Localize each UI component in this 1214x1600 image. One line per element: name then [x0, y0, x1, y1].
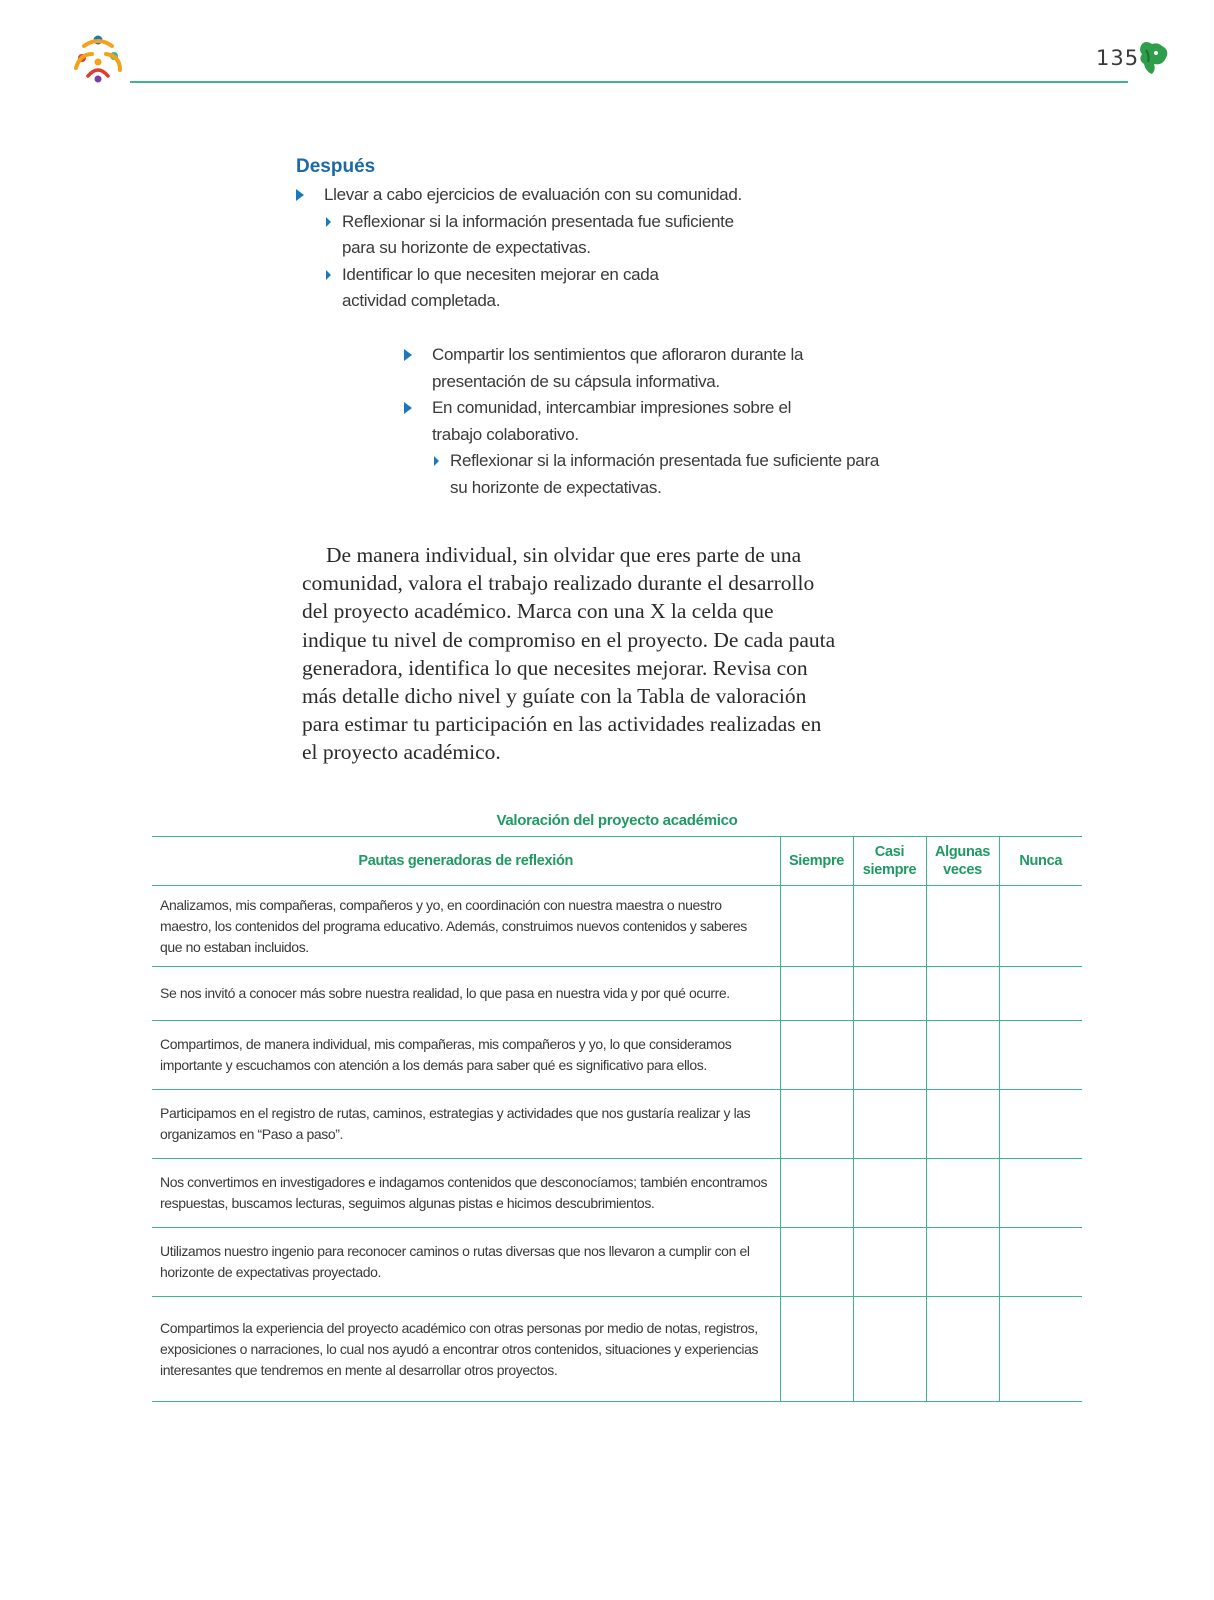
- check-cell-casi-siempre[interactable]: [853, 886, 926, 967]
- pauta-cell: Compartimos, de manera individual, mis compañeras, mis compañeros y yo, lo que consideramos importante y escuchamos con atención a los demás para saber qué es significativo para ellos.: [152, 1021, 780, 1090]
- section-heading-despues: Después: [296, 156, 376, 177]
- pauta-cell: Utilizamos nuestro ingenio para reconocer caminos o rutas diversas que nos llevaron a cumplir con el horizonte de expectativas proyectado.: [152, 1228, 780, 1297]
- check-cell-casi-siempre[interactable]: [853, 1021, 926, 1090]
- check-cell-siempre[interactable]: [780, 1159, 853, 1228]
- table-row: [152, 1228, 1082, 1297]
- green-mascot-icon: [1136, 40, 1170, 76]
- list-item-text: Reflexionar si la información presentada fue suficiente para su horizonte de expectativas.: [450, 451, 879, 497]
- table-row: [152, 886, 1082, 967]
- small-bullet-icon: [434, 456, 439, 466]
- pauta-cell: Analizamos, mis compañeras, compañeros y yo, en coordinación con nuestra maestra o nuestro maestro, los contenidos del programa educativo. Además, construimos nuevos contenidos y saberes que no estaban incluidos.: [152, 886, 780, 967]
- header-rule: [130, 81, 1128, 83]
- check-cell-casi-siempre[interactable]: [853, 1297, 926, 1402]
- check-cell-algunas-veces[interactable]: [926, 1228, 999, 1297]
- despues-list: [296, 182, 766, 315]
- list-item: [404, 342, 812, 395]
- check-cell-casi-siempre[interactable]: [853, 1090, 926, 1159]
- check-cell-nunca[interactable]: [999, 1297, 1082, 1402]
- check-cell-algunas-veces[interactable]: [926, 886, 999, 967]
- small-bullet-icon: [326, 270, 331, 280]
- list-item: [296, 182, 766, 209]
- column-header-nunca: Nunca: [999, 837, 1082, 886]
- list-item-text: En comunidad, intercambiar impresiones sobre el trabajo colaborativo.: [432, 398, 792, 444]
- check-cell-casi-siempre[interactable]: [853, 1159, 926, 1228]
- list-item-text: Llevar a cabo ejercicios de evaluación con su comunidad.: [324, 185, 742, 204]
- check-cell-siempre[interactable]: [780, 967, 853, 1021]
- pauta-cell: Participamos en el registro de rutas, caminos, estrategias y actividades que nos gustaría realizar y las organizamos en “Paso a paso”.: [152, 1090, 780, 1159]
- list-item: [296, 262, 692, 315]
- page-number: 135: [1096, 46, 1140, 70]
- table-row: [152, 967, 1082, 1021]
- check-cell-algunas-veces[interactable]: [926, 967, 999, 1021]
- pauta-cell: Se nos invitó a conocer más sobre nuestra realidad, lo que pasa en nuestra vida y por qué ocurre.: [152, 967, 780, 1021]
- column-header-pautas: Pautas generadoras de reflexión: [152, 837, 780, 886]
- triangle-bullet-icon: [404, 349, 412, 361]
- list-item: [404, 448, 880, 501]
- table-title: Valoración del proyecto académico: [496, 812, 738, 829]
- despues-list-b: [404, 342, 884, 501]
- pauta-cell: Nos convertimos en investigadores e indagamos contenidos que desconocíamos; también encontramos respuestas, buscamos lecturas, seguimos algunas pistas e hicimos descubrimientos.: [152, 1159, 780, 1228]
- triangle-bullet-icon: [296, 189, 304, 201]
- triangle-bullet-icon: [404, 402, 412, 414]
- check-cell-algunas-veces[interactable]: [926, 1159, 999, 1228]
- check-cell-siempre[interactable]: [780, 886, 853, 967]
- list-item-text: Compartir los sentimientos que afloraron durante la presentación de su cápsula informativa.: [432, 345, 804, 391]
- check-cell-siempre[interactable]: [780, 1297, 853, 1402]
- check-cell-nunca[interactable]: [999, 886, 1082, 967]
- list-item: [296, 209, 762, 262]
- table-row: [152, 1090, 1082, 1159]
- evaluation-table: [152, 836, 1082, 1402]
- check-cell-algunas-veces[interactable]: [926, 1297, 999, 1402]
- column-header-siempre: Siempre: [780, 837, 853, 886]
- check-cell-siempre[interactable]: [780, 1090, 853, 1159]
- pauta-cell: Compartimos la experiencia del proyecto académico con otras personas por medio de notas, registros, exposiciones o narraciones, lo cual nos ayudó a encontrar otros contenidos, situaciones y experiencias interesantes que tendremos en mente al desarrollar otros proyectos.: [152, 1297, 780, 1402]
- list-item-text: Identificar lo que necesiten mejorar en cada actividad completada.: [342, 264, 659, 310]
- table-header-row: [152, 837, 1082, 886]
- check-cell-casi-siempre[interactable]: [853, 1228, 926, 1297]
- list-item: [404, 395, 792, 448]
- table-row: [152, 1159, 1082, 1228]
- check-cell-nunca[interactable]: [999, 1228, 1082, 1297]
- check-cell-siempre[interactable]: [780, 1228, 853, 1297]
- instruction-paragraph: De manera individual, sin olvidar que eres parte de una comunidad, valora el trabajo realizado durante el desarrollo del proyecto académico. Marca con una X la celda que indique tu nivel de compromiso en el proyecto. De cada pauta generadora, identifica lo que necesites mejorar. Revisa con más detalle dicho nivel y guíate con la Tabla de valoración para estimar tu participación en las actividades realizadas en el proyecto académico.: [302, 543, 836, 765]
- check-cell-algunas-veces[interactable]: [926, 1090, 999, 1159]
- column-header-casi-siempre: Casi siempre: [853, 837, 926, 886]
- table-row: [152, 1021, 1082, 1090]
- check-cell-siempre[interactable]: [780, 1021, 853, 1090]
- table-row: [152, 1297, 1082, 1402]
- check-cell-casi-siempre[interactable]: [853, 967, 926, 1021]
- list-item-text: Reflexionar si la información presentada fue suficiente para su horizonte de expectativas.: [342, 211, 734, 257]
- check-cell-nunca[interactable]: [999, 1090, 1082, 1159]
- community-figures-logo-icon: [70, 32, 128, 84]
- check-cell-algunas-veces[interactable]: [926, 1021, 999, 1090]
- small-bullet-icon: [326, 217, 331, 227]
- check-cell-nunca[interactable]: [999, 967, 1082, 1021]
- check-cell-nunca[interactable]: [999, 1021, 1082, 1090]
- column-header-algunas-veces: Algunas veces: [926, 837, 999, 886]
- check-cell-nunca[interactable]: [999, 1159, 1082, 1228]
